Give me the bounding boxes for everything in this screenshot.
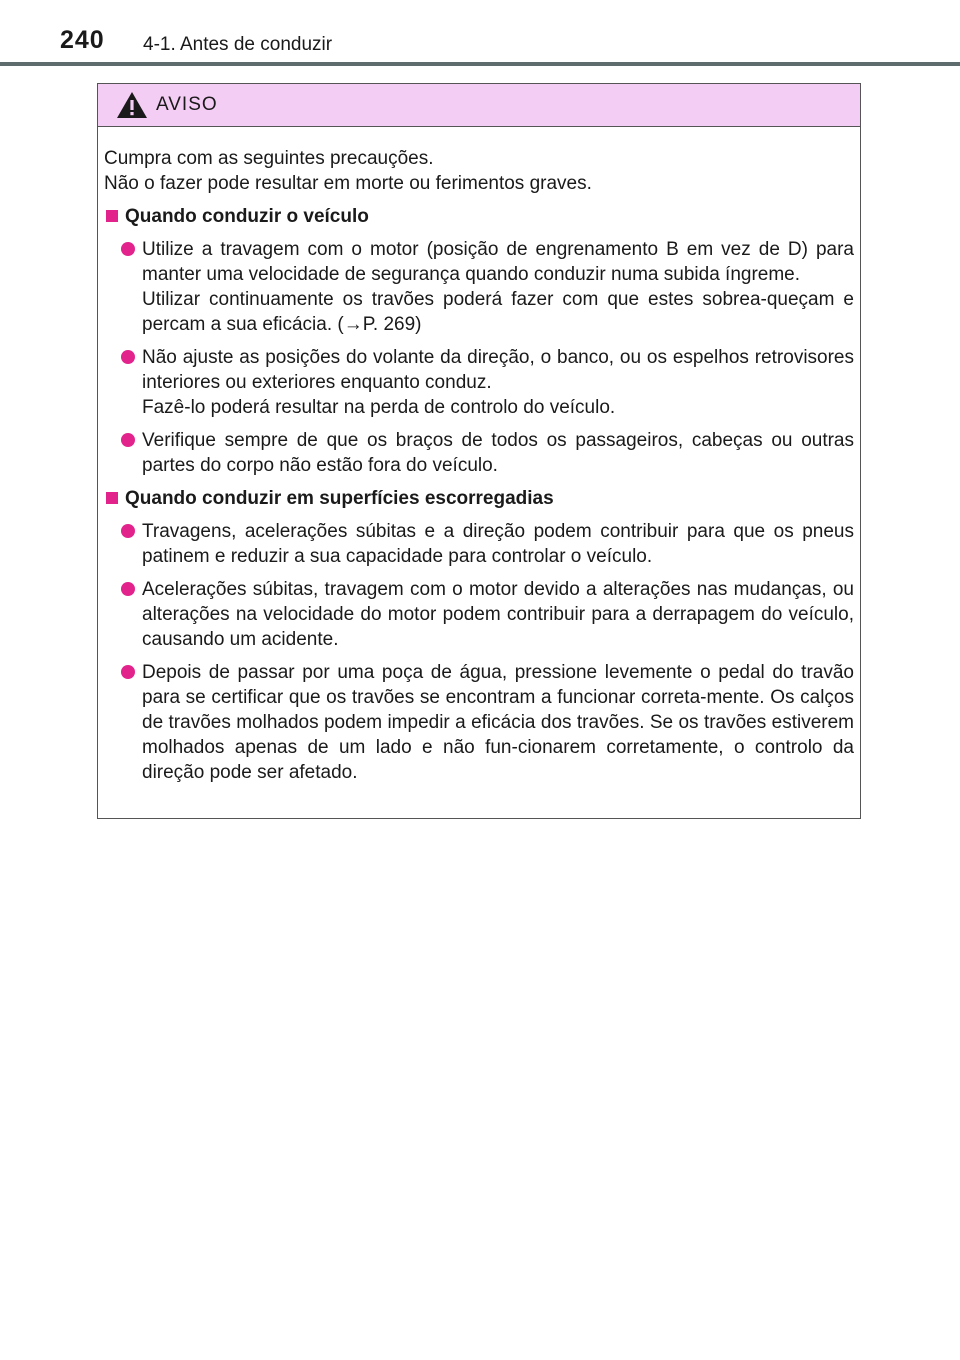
list-item [104, 345, 854, 420]
warning-box [97, 83, 861, 819]
paragraph: Acelerações súbitas, travagem com o motor devido a alterações nas mudanças, ou alterações na velocidade do motor podem contribuir para a derrapagem do veículo, causando um acidente. [142, 579, 854, 650]
list-item [104, 237, 854, 337]
warning-label: AVISO [156, 94, 218, 115]
paragraph: Travagens, acelerações súbitas e a direção podem contribuir para que os pneus patinem e reduzir a sua capacidade para controlar o veículo. [142, 521, 854, 567]
intro-line: Cumpra com as seguintes precauções. [104, 148, 434, 169]
section-heading [104, 486, 854, 511]
intro-line: Não o fazer pode resultar em morte ou ferimentos graves. [104, 173, 592, 194]
warning-triangle-icon [116, 91, 148, 119]
list-item-text [142, 237, 854, 337]
warning-body [98, 127, 860, 785]
circle-bullet-icon [121, 242, 135, 256]
header-rule [0, 62, 960, 66]
list-item-text [142, 660, 854, 785]
paragraph: Fazê-lo poderá resultar na perda de controlo do veículo. [142, 397, 616, 418]
section-heading-text: Quando conduzir em superfícies escorregadias [125, 488, 554, 509]
square-bullet-icon [106, 492, 118, 504]
section-heading [104, 204, 854, 229]
paragraph: Utilizar continuamente os travões poderá fazer com que estes sobrea-queçam e percam a sua eficácia. (→P. 269) [142, 289, 854, 335]
list-item-text [142, 345, 854, 420]
page-number: 240 [60, 26, 105, 54]
circle-bullet-icon [121, 665, 135, 679]
circle-bullet-icon [121, 582, 135, 596]
paragraph: Verifique sempre de que os braços de todos os passageiros, cabeças ou outras partes do corpo não estão fora do veículo. [142, 430, 854, 476]
paragraph: Utilize a travagem com o motor (posição de engrenamento B em vez de D) para manter uma velocidade de segurança quando conduzir numa subida íngreme. [142, 239, 854, 285]
warning-intro [104, 146, 854, 196]
section-driving [104, 204, 854, 478]
paragraph: Não ajuste as posições do volante da direção, o banco, ou os espelhos retrovisores interiores ou exteriores enquanto conduz. [142, 347, 854, 393]
section-slippery [104, 486, 854, 785]
list-item [104, 660, 854, 785]
section-heading-text: Quando conduzir o veículo [125, 206, 369, 227]
square-bullet-icon [106, 210, 118, 222]
circle-bullet-icon [121, 524, 135, 538]
page-header [0, 0, 960, 64]
list-item-text [142, 428, 854, 478]
section-title: 4-1. Antes de conduzir [143, 34, 333, 55]
list-item [104, 428, 854, 478]
list-item [104, 519, 854, 569]
list-item-text [142, 519, 854, 569]
list-item-text [142, 577, 854, 652]
list-item [104, 577, 854, 652]
paragraph: Depois de passar por uma poça de água, pressione levemente o pedal do travão para se certificar que os travões se encontram a funcionar correta-mente. Os calços de travões molhados podem impedir a eficácia dos travões. Se os travões estiverem molhados apenas de um lado e não fun-cionarem corretamente, o controlo da direção pode ser afetado. [142, 662, 854, 783]
circle-bullet-icon [121, 433, 135, 447]
circle-bullet-icon [121, 350, 135, 364]
warning-header [98, 84, 860, 127]
